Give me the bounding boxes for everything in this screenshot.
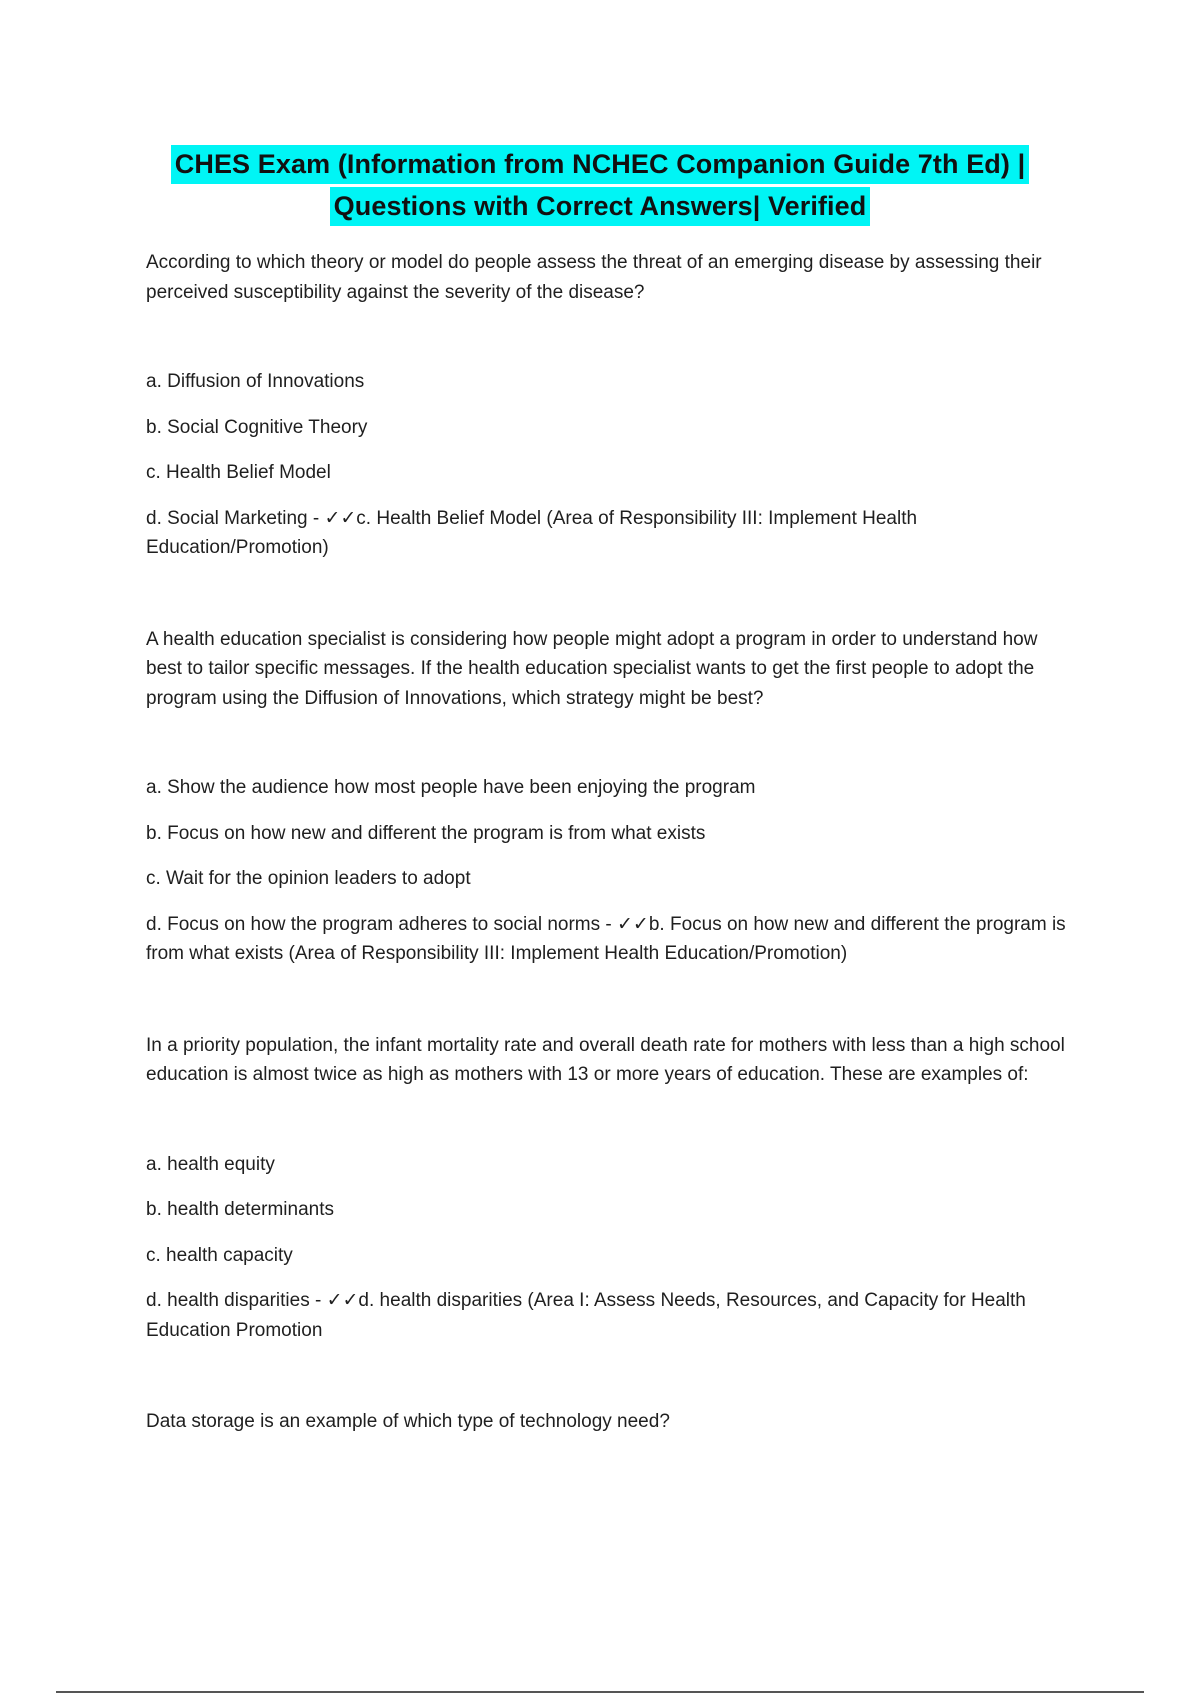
answer-option-b: b. Social Cognitive Theory: [146, 416, 368, 438]
question-block-2: [146, 625, 1066, 969]
answer-option-a: a. health equity: [146, 1153, 275, 1175]
answer-option-c: c. health capacity: [146, 1244, 293, 1266]
answer-option-d-with-answer: d. health disparities - ✓✓d. health disparities (Area I: Assess Needs, Resources, and Capacity for Health Education Promotion: [146, 1290, 1026, 1341]
question-block-4: [146, 1407, 1066, 1437]
answer-option-b: b. health determinants: [146, 1199, 335, 1220]
question-text: According to which theory or model do people assess the threat of an emerging disease by assessing their perceived susceptibility against the severity of the disease?: [146, 252, 1042, 303]
answer-option-c: c. Health Belief Model: [146, 462, 331, 483]
answer-option-a: a. Diffusion of Innovations: [146, 371, 365, 392]
question-text: A health education specialist is considering how people might adopt a program in order to understand how best to tailor specific messages. If the health education specialist wants to get the first people to adopt the program using the Diffusion of Innovations, which strategy might be best?: [146, 628, 1038, 709]
answer-option-a: a. Show the audience how most people have been enjoying the program: [146, 777, 756, 798]
title-line-1: CHES Exam (Information from NCHEC Companion Guide 7th Ed) |: [171, 145, 1030, 184]
answer-option-b: b. Focus on how new and different the program is from what exists: [146, 822, 706, 844]
question-block-3: [146, 1031, 1066, 1346]
title-line-2: Questions with Correct Answers| Verified: [330, 187, 871, 226]
answer-option-d-with-answer: d. Focus on how the program adheres to social norms - ✓✓b. Focus on how new and different the program is from what exists (Area of Responsibility III: Implement Health Education/Promotion): [146, 913, 1066, 964]
question-text: In a priority population, the infant mortality rate and overall death rate for mothers with less than a high school education is almost twice as high as mothers with 13 or more years of education. These are examples of:: [146, 1034, 1065, 1085]
questions-list: [146, 248, 1066, 1497]
answer-option-c: c. Wait for the opinion leaders to adopt: [146, 868, 471, 889]
answer-option-d-with-answer: d. Social Marketing - ✓✓c. Health Belief Model (Area of Responsibility III: Implement Health Education/Promotion): [146, 507, 918, 558]
page-bottom-rule: [56, 1691, 1144, 1693]
question-block-1: [146, 248, 1066, 563]
document-title: [0, 145, 1200, 226]
question-text: Data storage is an example of which type of technology need?: [146, 1411, 670, 1432]
